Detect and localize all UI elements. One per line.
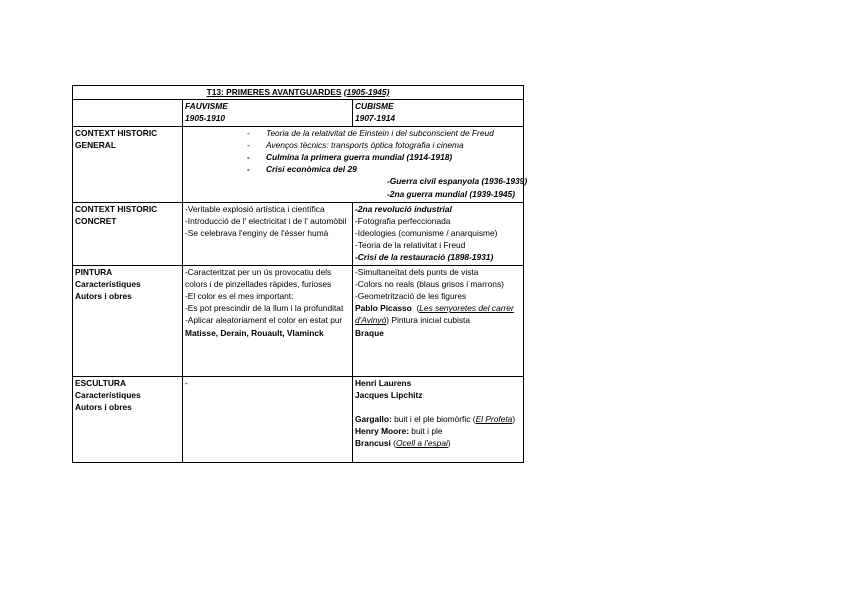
header-row [73,100,524,126]
avantgardes-table [72,85,528,463]
gargallo-line [355,413,521,425]
list-item: -Colors no reals (blaus grisos i marrons) [355,278,504,289]
author-name: Henry Moore: [355,426,409,437]
header-empty-cell [73,100,183,126]
escultura-fauvisme [183,376,353,462]
row-label-line: PINTURA [75,266,113,277]
author-name: Gargallo: [355,414,392,425]
spacer [355,401,521,413]
list-item-text: Avenços tècnics: transports òptica fotografia i cinema [266,139,464,150]
title-main: T13: PRIMERES AVANTGUARDES [206,87,342,97]
artwork-note: ) Pintura inicial cubista [386,315,471,326]
escultura-row [73,376,524,462]
author-name: Henri Laurens [355,377,412,388]
brancusi-line [355,437,521,449]
sub-list-item: -2na guerra mundial (1939-1945) [387,188,516,199]
row-label-line: Característiques [75,278,141,289]
context-general-row [73,126,524,202]
row-label-line: Autors i obres [75,402,132,413]
author-name: Braque [355,327,384,338]
pintura-row [73,265,524,376]
context-concret-label [73,202,183,265]
context-concret-fauvisme [183,202,353,265]
authors-line: Matisse, Derain, Rouault, Vlaminck [185,327,324,338]
paren: ) [447,438,451,449]
list-item: -Teoria de la relativitat i Freud [355,240,466,251]
list-item: -Ideologies (comunisme / anarquisme) [355,228,498,239]
title-row [73,86,524,100]
row-label-line: GENERAL [75,139,116,150]
list-item: -Introducció de l' electricitat i de l' automòbil [185,215,347,226]
context-general-label [73,126,183,202]
list-item: -Se celebrava l'enginy de l'ésser humà [185,228,329,239]
row-label-line: CONTEXT HISTORIC [75,203,158,214]
list-item-text: Teoria de la relativitat de Einstein i del subconscient de Freud [266,127,494,138]
artwork-title: El Profeta [475,414,513,425]
list-item [185,163,521,175]
row-label-line: CONCRET [75,215,117,226]
pintura-cubisme [353,265,524,376]
list-item-text: Crisi econòmica del 29 [266,164,357,175]
dash-marker: - [247,164,250,175]
row-label-line: CONTEXT HISTORIC [75,127,158,138]
artwork-note: buit i el ple biomòrfic ( [391,414,476,425]
list-item: -Crisi de la restauració (1898-1931) [355,252,494,263]
escultura-cubisme [353,376,524,462]
list-item [185,151,521,163]
author-name: Pablo Picasso [355,303,412,314]
author-name: Jacques Lipchitz [355,389,423,400]
sub-list-item: -Guerra civil espanyola (1936-1939) [387,176,528,187]
row-label-line: Autors i obres [75,291,132,302]
escultura-label [73,376,183,462]
list-item: -Caracteritzat per un ús provocatiu dels colors i de pinzellades ràpides, furioses [185,266,332,289]
list-item [185,139,521,151]
author-name: Brancusi [355,438,391,449]
list-item: -Es pot prescindir de la llum i la profunditat [185,303,344,314]
context-concret-cubisme [353,202,524,265]
list-item-text: Culmina la primera guerra mundial (1914-1918) [266,152,453,163]
fauvisme-name: FAUVISME [185,101,228,112]
title-years: (1905-1945) [343,87,390,97]
list-item: -2na revolució industrial [355,203,452,214]
pintura-label [73,265,183,376]
header-cubisme [353,100,524,126]
table-title [73,86,524,100]
list-item: -Fotografia perfeccionada [355,215,451,226]
row-label-line: Característiques [75,389,141,400]
picasso-line [355,302,521,326]
empty-dash: - [185,377,188,388]
list-item [185,127,521,139]
context-concret-row [73,202,524,265]
row-label-line: ESCULTURA [75,377,127,388]
artwork-note: buit i ple [408,426,443,437]
artwork-title: Les senyoretes del carrer d'Avinyó [355,303,514,326]
cubisme-name: CUBISME [355,101,394,112]
list-item: -El color es el mes important: [185,291,294,302]
pintura-fauvisme [183,265,353,376]
context-general-content [183,126,528,202]
cubisme-years: 1907-1914 [355,113,396,124]
list-item: -Simultaneïtat dels punts de vista [355,266,479,277]
list-item: -Aplicar aleatoriament el color en estat pur [185,315,343,326]
paren: ) [512,414,516,425]
artwork-title: Ocell a l'espai [395,438,448,449]
moore-line [355,425,521,437]
header-fauvisme [183,100,353,126]
dash-marker: - [247,127,250,138]
list-item: -Veritable explosió artística i científica [185,203,325,214]
paren: ( [416,303,420,314]
list-item: -Geometrització de les figures [355,291,467,302]
paren: ( [390,438,396,449]
dash-marker: - [247,139,250,150]
dash-marker: - [247,152,250,163]
fauvisme-years: 1905-1910 [185,113,226,124]
